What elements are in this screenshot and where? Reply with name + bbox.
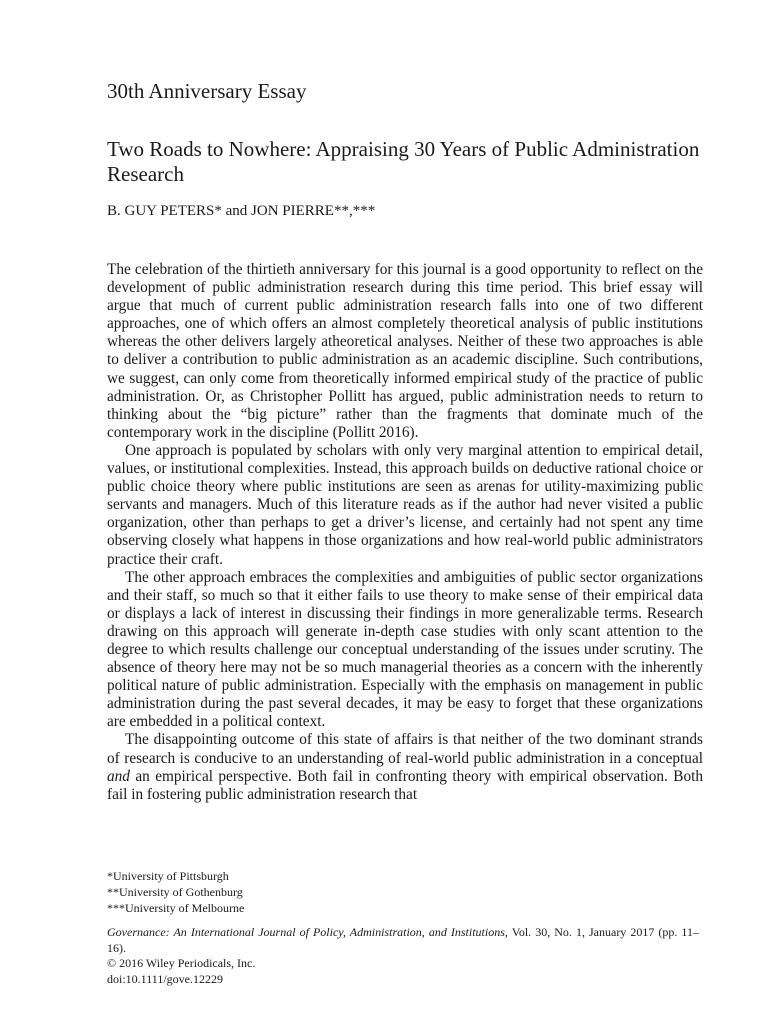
paragraph-text: an empirical perspective. Both fail in confronting theory with empirical observation. Both fail in fostering public administration research that	[107, 767, 703, 803]
journal-name: Governance: An International Journal of Policy, Administration, and Institutions	[107, 925, 505, 939]
paragraph-text: The other approach embraces the complexities and ambiguities of public sector organizations and their staff, so much so that it either fails to use theory to make sense of their empirical data or displays a lack of interest in discussing their findings in more generalizable terms. Research drawing on this approach will generate in-depth case studies with only scant attention to the degree to which results challenge our conceptual understanding of the issues under scrutiny. The absence of theory here may not be so much managerial theories as a concern with the inherently political nature of public administration. Especially with the emphasis on management in public administration during the past several decades, it may be easy to forget that these organizations are embedded in a political context.	[107, 568, 703, 731]
body-paragraph-2	[107, 442, 703, 569]
author-line: B. GUY PETERS* and JON PIERRE**,***	[107, 203, 376, 219]
affiliation-1: *University of Pittsburgh	[107, 869, 229, 883]
article-title: Two Roads to Nowhere: Appraising 30 Years of Public Administration Research	[107, 137, 700, 186]
affiliation-2: **University of Gothenburg	[107, 885, 243, 899]
volume-info: , Vol. 30, No. 1, January 2017 (pp. 11–16).	[107, 925, 699, 955]
paragraph-text: One approach is populated by scholars with only very marginal attention to empirical detail, values, or institutional complexities. Instead, this approach builds on deductive rational choice or public choice theory where public institutions are seen as arenas for utility-maximizing public servants and managers. Much of this literature reads as if the author had never visited a public organization, other than perhaps to get a driver’s license, and certainly had not spent any time observing closely what happens in those organizations and how real-world public administrators practice their craft.	[107, 441, 703, 568]
article-body	[107, 261, 703, 804]
paragraph-text: The disappointing outcome of this state of affairs is that neither of the two dominant strands of research is conducive to an understanding of real-world public administration in a conceptual	[107, 731, 703, 767]
affiliations	[107, 868, 244, 916]
section-label: 30th Anniversary Essay	[107, 79, 307, 103]
citation-block	[107, 925, 699, 987]
body-paragraph-4	[107, 731, 703, 803]
copyright-line: © 2016 Wiley Periodicals, Inc.	[107, 956, 256, 970]
body-paragraph-1	[107, 261, 703, 442]
body-paragraph-3	[107, 569, 703, 732]
doi-line: doi:10.1111/gove.12229	[107, 971, 223, 986]
paragraph-text: The celebration of the thirtieth anniversary for this journal is a good opportunity to reflect on the development of public administration research during this time period. This brief essay will argue that much of current public administration research falls into one of two different approaches, one of which offers an almost completely theoretical analysis of public institutions whereas the other delivers largely atheoretical analyses. Neither of these two approaches is able to deliver a contribution to public administration as an academic discipline. Such contributions, we suggest, can only come from theoretically informed empirical study of the practice of public administration. Or, as Christopher Pollitt has argued, public administration needs to return to thinking about the “big picture” rather than the fragments that dominate much of the contemporary work in the discipline (Pollitt 2016).	[107, 261, 703, 441]
emphasis-and: and	[107, 767, 130, 785]
citation-journal-line	[107, 925, 699, 956]
affiliation-3: ***University of Melbourne	[107, 901, 245, 915]
